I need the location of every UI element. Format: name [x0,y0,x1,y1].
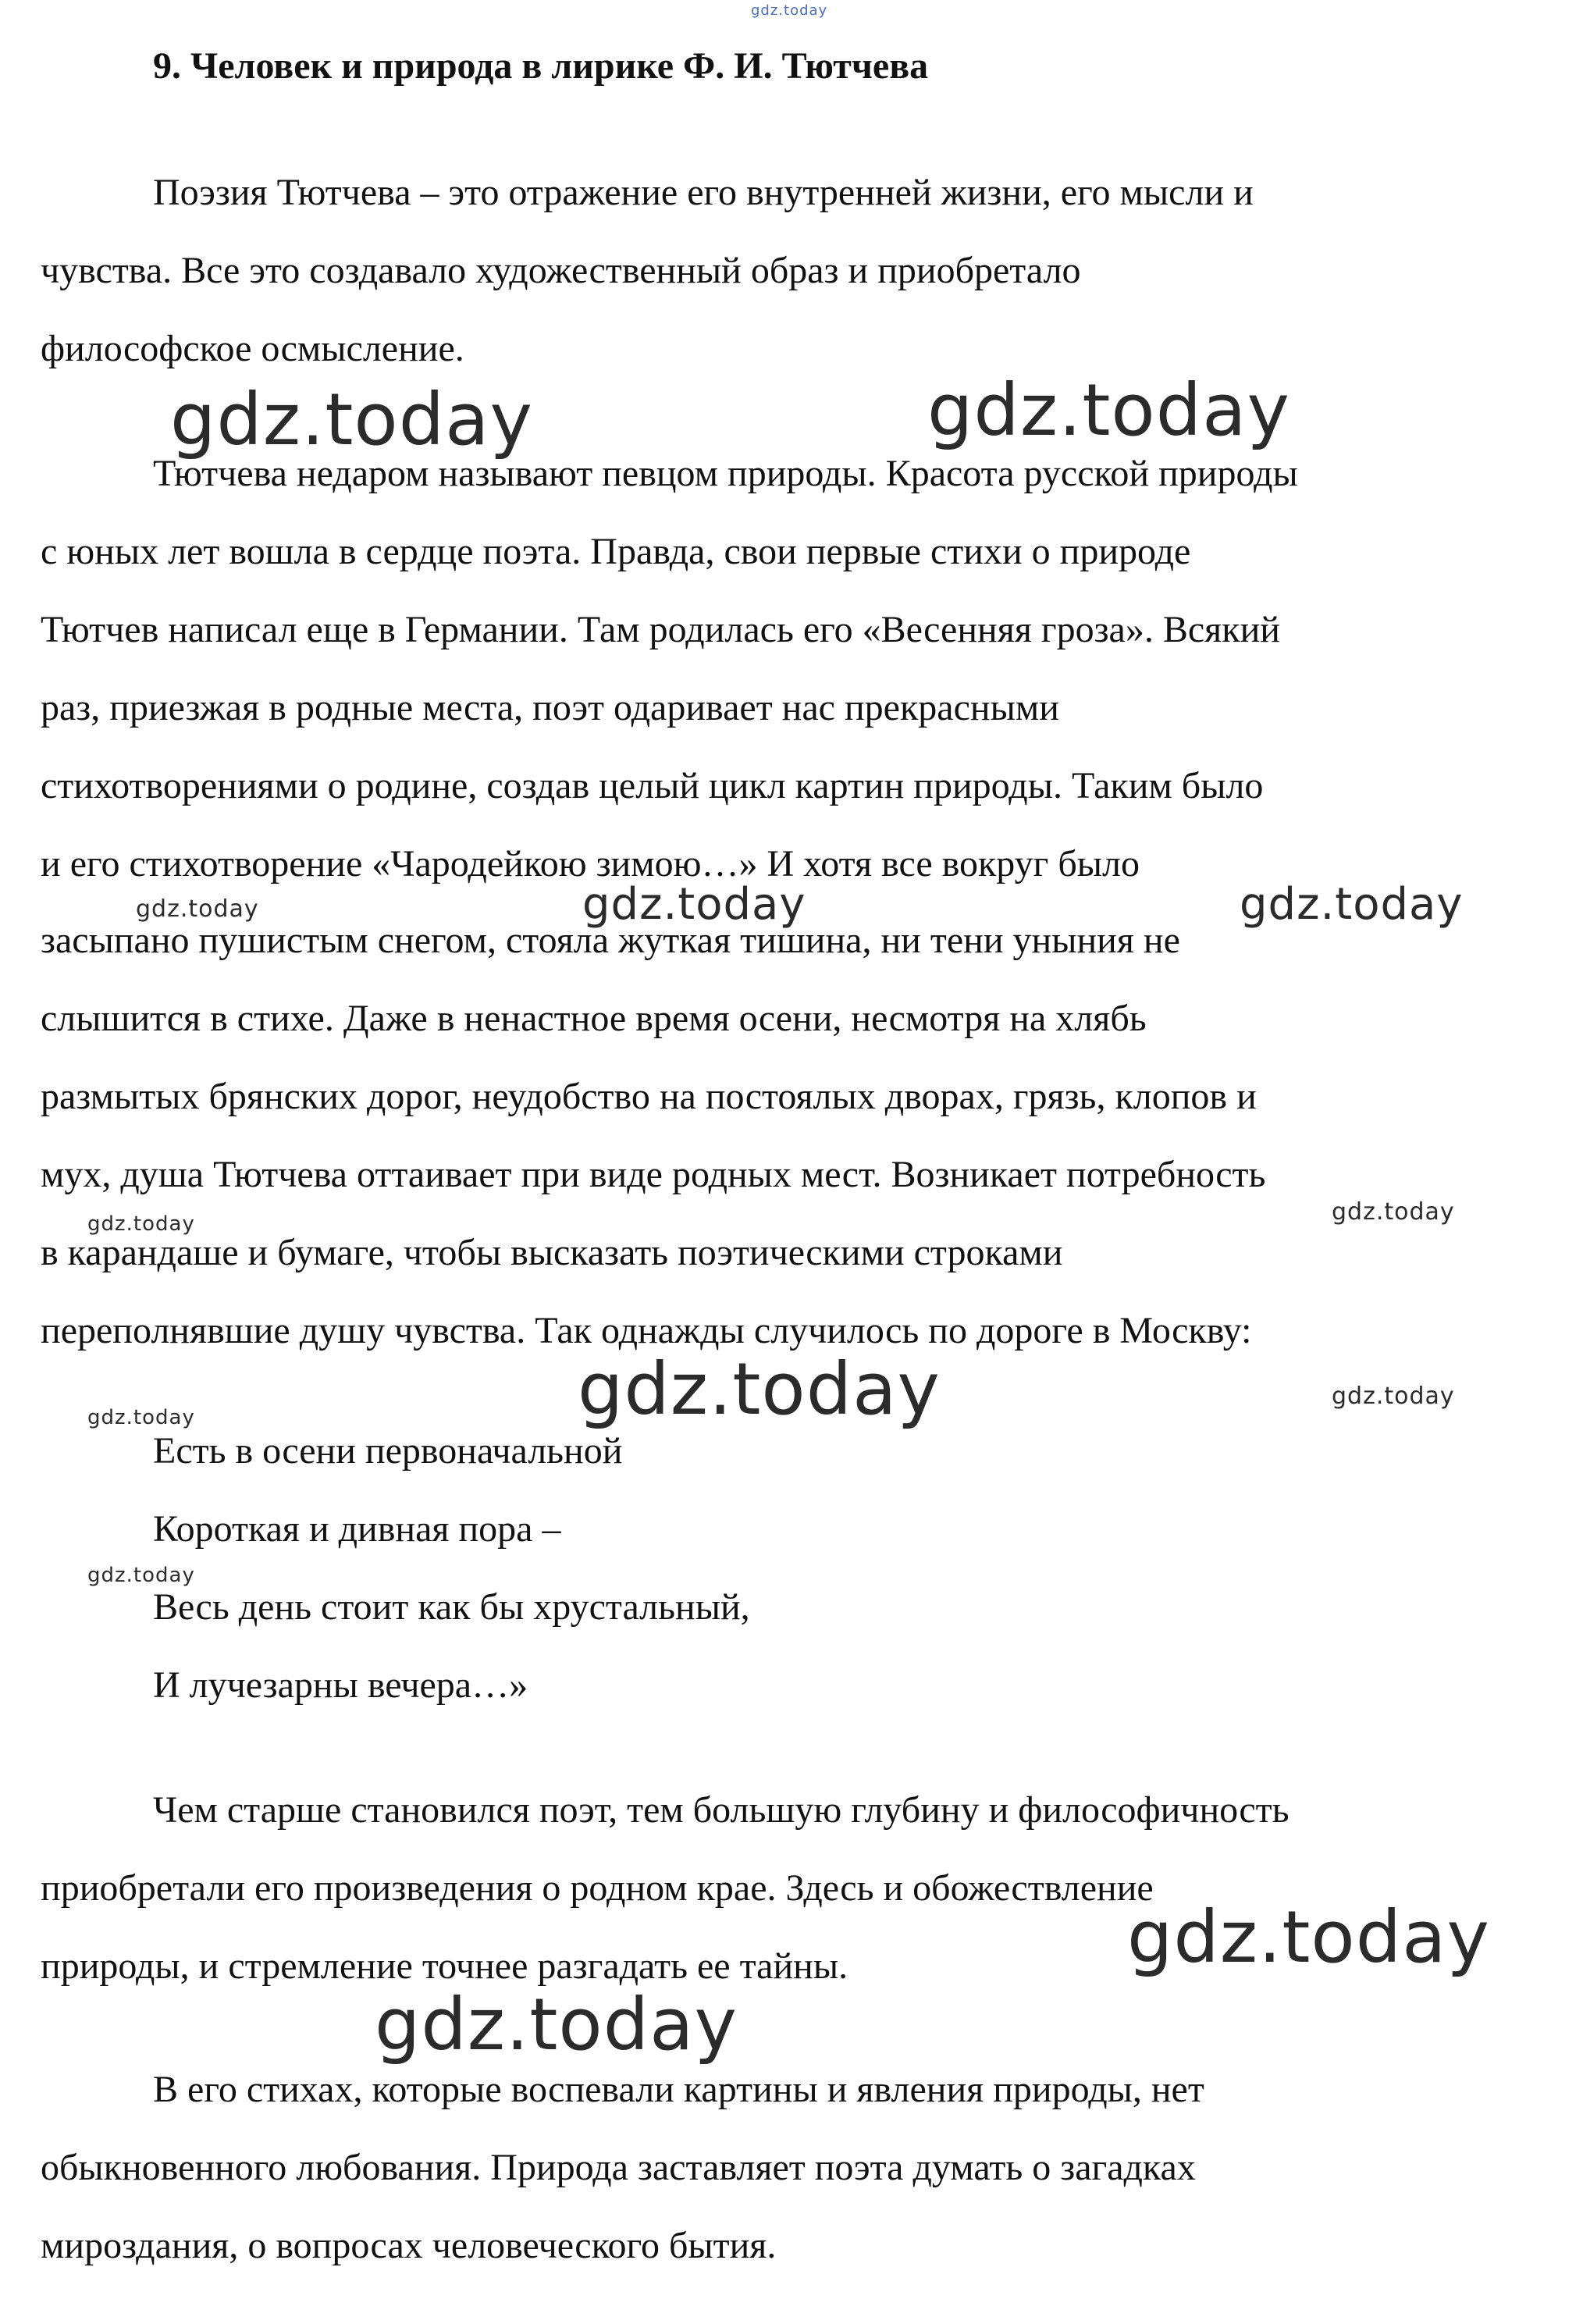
paragraph-line: природы, и стремление точнее разгадать ее тайны. [41,1945,848,1987]
paragraph-line: мух, душа Тютчева оттаивает при виде родных мест. Возникает потребность [41,1154,1266,1195]
watermark-text: gdz.today [87,1406,195,1429]
watermark-text: gdz.today [170,378,533,461]
paragraph-line: и его стихотворение «Чародейкою зимою…» И хотя все вокруг было [41,843,1140,884]
paragraph-line: в карандаше и бумаге, чтобы высказать поэтическими строками [41,1232,1063,1273]
paragraph-line: переполнявшие душу чувства. Так однажды случилось по дороге в Москву: [41,1310,1252,1351]
watermark-text: gdz.today [136,895,259,923]
paragraph-line: раз, приезжая в родные места, поэт одаривает нас прекрасными [41,687,1059,728]
paragraph-line: Тютчева недаром называют певцом природы. Красота русской природы [153,453,1298,494]
paragraph-line: слышится в стихе. Даже в ненастное время осени, несмотря на хлябь [41,998,1147,1039]
verse-line: Есть в осени первоначальной [153,1430,623,1472]
watermark-text: gdz.today [927,368,1290,452]
page-title: 9. Человек и природа в лирике Ф. И. Тютчева [153,45,929,87]
paragraph-line: обыкновенного любования. Природа заставляет поэта думать о загадках [41,2147,1196,2188]
paragraph-line: В его стихах, которые воспевали картины и явления природы, нет [153,2069,1204,2110]
watermark-text: gdz.today [1240,879,1464,930]
watermark-text: gdz.today [578,1347,941,1431]
watermark-text: gdz.today [1332,1198,1455,1226]
watermark-text: gdz.today [751,2,828,19]
watermark-text: gdz.today [1127,1895,1490,1979]
paragraph-line: засыпано пушистым снегом, стояла жуткая тишина, ни тени уныния не [41,920,1180,961]
paragraph-line: с юных лет вошла в сердце поэта. Правда, свои первые стихи о природе [41,531,1191,572]
paragraph-line: размытых брянских дорог, неудобство на постоялых дворах, грязь, клопов и [41,1076,1257,1117]
paragraph-line: стихотворениями о родине, создав целый цикл картин природы. Таким было [41,765,1264,806]
watermark-text: gdz.today [582,879,806,930]
verse-line: Весь день стоит как бы хрустальный, [153,1586,750,1628]
verse-line: И лучезарны вечера…» [153,1664,528,1706]
paragraph-line: Поэзия Тютчева – это отражение его внутренней жизни, его мысли и [153,172,1254,213]
paragraph-line: мироздания, о вопросах человеческого бытия. [41,2225,777,2266]
paragraph-line: философское осмысление. [41,328,464,369]
paragraph-line: чувства. Все это создавало художественный образ и приобретало [41,250,1081,291]
watermark-text: gdz.today [87,1212,195,1236]
paragraph-line: приобретали его произведения о родном крае. Здесь и обожествление [41,1867,1154,1909]
watermark-text: gdz.today [375,1983,738,2066]
verse-line: Короткая и дивная пора – [153,1508,561,1550]
paragraph-line: Чем старше становился поэт, тем большую глубину и философичность [153,1789,1290,1831]
watermark-text: gdz.today [87,1564,195,1587]
paragraph-line: Тютчев написал еще в Германии. Там родилась его «Весенняя гроза». Всякий [41,609,1280,650]
watermark-text: gdz.today [1332,1383,1455,1410]
